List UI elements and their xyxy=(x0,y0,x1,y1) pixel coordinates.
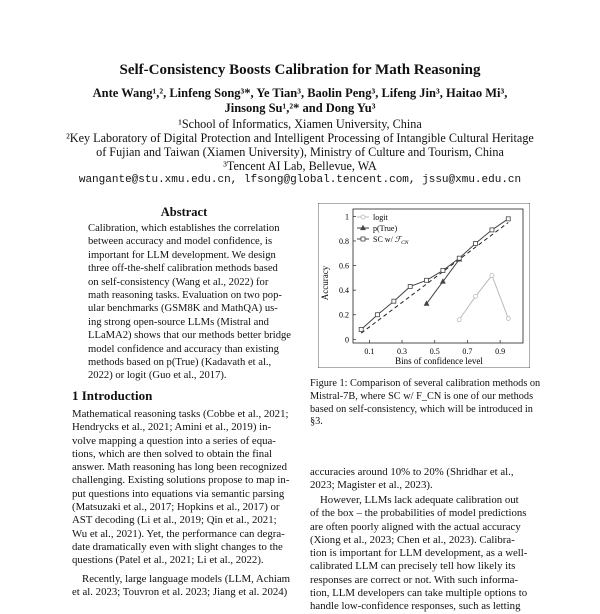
text-line: answer. Math reasoning has long been recognized xyxy=(72,461,287,474)
data-point-square xyxy=(457,256,461,260)
y-tick-label: 0.8 xyxy=(339,236,349,246)
legend-label: SC w/ ℱ$_{CN}$ xyxy=(373,235,409,246)
abstract-body xyxy=(88,222,292,383)
x-tick-label: 0.7 xyxy=(462,347,473,356)
text-line: volve mapping a question into a series of equa- xyxy=(72,434,276,447)
data-point-square xyxy=(392,299,396,303)
affiliation-2b: of Fujian and Taiwan (Xiamen University), Ministry of Culture and Tourism, China xyxy=(96,145,504,159)
data-point-circle xyxy=(457,318,461,322)
abstract-line: ing strong open-source LLMs (Mistral and xyxy=(88,316,269,328)
affiliation-2a: ²Key Laboratory of Digital Protection and Intelligent Processing of Intangible Cultural Heritage xyxy=(66,131,534,145)
legend-label: p(True) xyxy=(373,224,398,233)
data-point-square xyxy=(506,217,510,221)
abstract-line: on self-consistency (Wang et al., 2022) for xyxy=(88,276,269,288)
affiliation-1: ¹School of Informatics, Xiamen University, China xyxy=(178,117,422,131)
text-line: calibrated LLM can precisely tell how likely its xyxy=(310,560,516,573)
text-line: tion is important for LLM development, as a well- xyxy=(310,547,528,560)
paper-title: Self-Consistency Boosts Calibration for Math Reasoning xyxy=(119,62,481,78)
abstract-line: methods based on p(True) (Kadavath et al., xyxy=(88,357,272,369)
caption-line: §3. xyxy=(310,416,323,428)
data-point-circle xyxy=(474,294,478,298)
data-point-square xyxy=(425,278,429,282)
abstract-line: math reasoning tasks. Evaluation on two pop- xyxy=(88,290,282,302)
figure-caption xyxy=(310,378,541,429)
text-line: of the box – the probabilities of model predictions xyxy=(310,507,527,520)
y-tick-label: 0.2 xyxy=(339,310,349,320)
data-point-square xyxy=(376,313,380,317)
data-point-square xyxy=(408,284,412,288)
text-line: tions, which are then solved to obtain the final xyxy=(72,447,272,460)
authors-line-2: Jinsong Su¹,²* and Dong Yu³ xyxy=(224,101,376,115)
y-tick-label: 0 xyxy=(345,335,349,345)
y-tick-label: 0.4 xyxy=(339,286,349,296)
text-line: Wu et al., 2021). Yet, the performance can degra- xyxy=(72,527,285,540)
legend-marker xyxy=(361,237,365,241)
legend-marker xyxy=(361,215,365,219)
caption-line: Figure 1: Comparison of several calibration methods on xyxy=(310,378,541,389)
data-point-square xyxy=(441,268,445,272)
abstract-line: important for LLM development. We design xyxy=(88,249,276,261)
data-point-square xyxy=(474,241,478,245)
text-line: Recently, large language models (LLM, Achiam xyxy=(82,573,291,585)
text-line: are often poorly aligned with the actual accuracy xyxy=(310,520,521,533)
data-point-circle xyxy=(490,273,494,277)
intro-paragraph-1 xyxy=(72,408,300,568)
right-paragraph-2 xyxy=(310,494,532,614)
x-tick-label: 0.5 xyxy=(429,347,440,356)
abstract-line: ular benchmarks (GSM8K and MathQA) us- xyxy=(88,303,278,315)
abstract-line: between accuracy and model confidence, is xyxy=(88,236,273,248)
text-line: accuracies around 10% to 20% (Shridhar et al., xyxy=(310,466,514,478)
text-line: (Matsuzaki et al., 2017; Hopkins et al., 2017) or xyxy=(72,501,280,514)
text-line: Hendrycks et al., 2021; Amini et al., 2019) in- xyxy=(72,421,272,434)
y-tick-label: 0.6 xyxy=(339,261,349,271)
text-line: et al. 2023; Touvron et al. 2023; Jiang et al. 2024) xyxy=(72,586,288,599)
text-line: tion, LLM developers can take multiple options to xyxy=(310,587,528,600)
section-heading-introduction: 1 Introduction xyxy=(72,388,153,403)
abstract-line: model confidence and accuracy than existing xyxy=(88,343,279,355)
text-line: Mathematical reasoning tasks (Cobbe et al., 2021; xyxy=(72,408,289,420)
authors-line-1: Ante Wang¹,², Linfeng Song³*, Ye Tian³, Baolin Peng³, Lifeng Jin³, Haitao Mi³, xyxy=(92,86,508,100)
y-tick-label: 1 xyxy=(345,212,349,222)
data-point-square xyxy=(490,228,494,232)
author-emails[interactable]: wangante@stu.xmu.edu.cn, lfsong@global.tencent.com, jssu@xmu.edu.cn xyxy=(78,174,522,186)
figure-1 xyxy=(318,203,530,368)
data-point-circle xyxy=(506,316,510,320)
text-line: challenging. Existing solutions propose to map in- xyxy=(72,474,290,487)
x-tick-label: 0.3 xyxy=(397,347,408,356)
text-line: However, LLMs lack adequate calibration out xyxy=(320,494,519,506)
legend-label: logit xyxy=(373,213,388,222)
text-line: AST decoding (Li et al., 2019; Qin et al., 2021; xyxy=(72,514,277,527)
text-line: questions (Patel et al., 2021; Li et al., 2022). xyxy=(72,554,264,567)
text-line: responses are correct or not. With such informa- xyxy=(310,573,519,586)
x-axis-label: Bins of confidence level xyxy=(395,356,483,366)
abstract-line: LLaMA2) shows that our methods better bridge xyxy=(88,330,292,342)
right-paragraph-1 xyxy=(310,466,532,493)
abstract-line: three off-the-shelf calibration methods based xyxy=(88,263,278,275)
text-line: 2023; Magister et al., 2023). xyxy=(310,479,433,492)
x-tick-label: 0.1 xyxy=(364,347,375,356)
calibration-chart xyxy=(318,203,530,368)
intro-paragraph-2 xyxy=(72,573,300,600)
text-line: date dramatically even with slight changes to the xyxy=(72,540,283,553)
x-tick-label: 0.9 xyxy=(495,347,506,356)
text-line: put questions into equations via semantic parsing xyxy=(72,487,285,500)
abstract-line: 2022) or logit (Guo et al., 2017). xyxy=(88,370,227,382)
text-line: (Xiong et al., 2023; Chen et al., 2023). Calibra- xyxy=(310,533,515,546)
y-axis-label: Accuracy xyxy=(320,265,330,301)
text-line: handle low-confidence responses, such as letting xyxy=(310,600,521,613)
affiliation-3: ³Tencent AI Lab, Bellevue, WA xyxy=(223,159,377,173)
caption-line: Mistral-7B, where SC w/ F_CN is one of our methods xyxy=(310,390,534,402)
abstract-heading: Abstract xyxy=(160,205,208,219)
data-point-square xyxy=(359,327,363,331)
abstract-line: Calibration, which establishes the correlation xyxy=(88,223,280,234)
caption-line: based on self-consistency, which will be introduced in xyxy=(310,403,533,415)
